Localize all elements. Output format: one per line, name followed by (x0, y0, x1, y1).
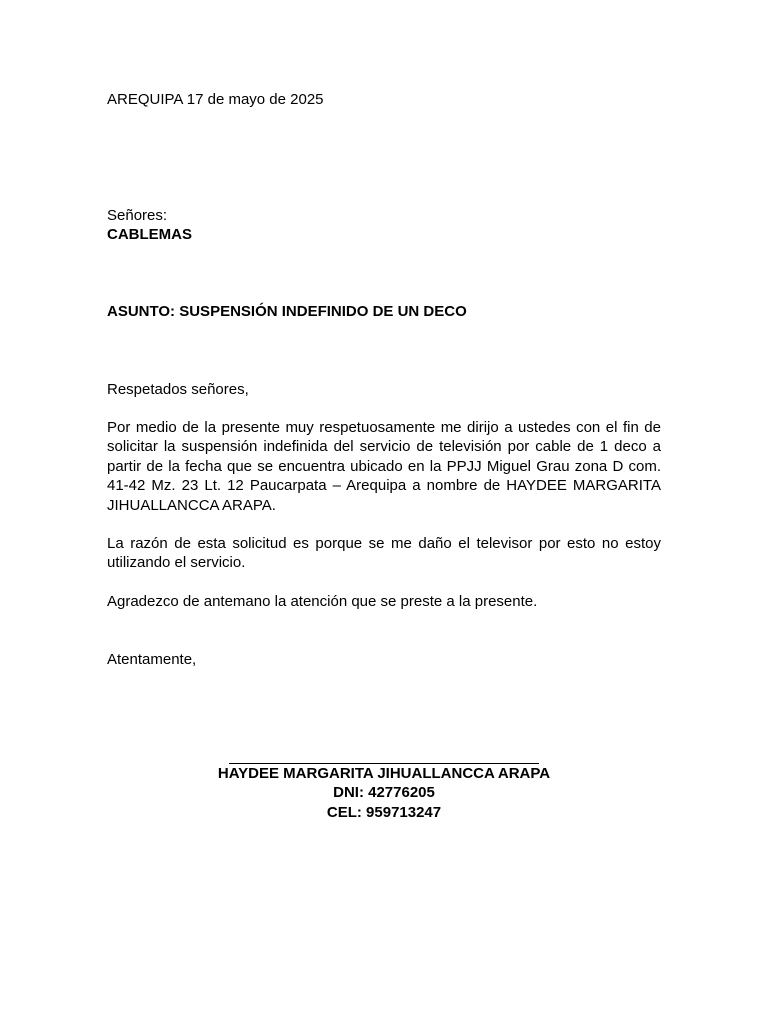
recipient-block (107, 206, 661, 245)
signature-line (229, 747, 539, 764)
recipient-company: CABLEMAS (107, 226, 192, 244)
signer-name: HAYDEE MARGARITA JIHUALLANCCA ARAPA (217, 765, 551, 782)
body-paragraph: Agradezco de antemano la atención que se preste a la presente. (107, 593, 538, 610)
body-paragraph: Por medio de la presente muy respetuosamente me dirijo a ustedes con el fin de solicitar la suspensión indefinida del servicio de televisión por cable de 1 deco a partir de la fecha que se encuentra ubicado en la PPJJ Miguel Grau zona D com. 41-42 Mz. 23 Lt. 12 Paucarpata – Arequipa a nombre de HAYDEE MARGARITA JIHUALLANCCA ARAPA. (107, 419, 661, 514)
subject-line: ASUNTO: SUSPENSIÓN INDEFINIDO DE UN DECO (107, 303, 467, 320)
signature-block (107, 747, 661, 822)
closing: Atentamente, (107, 651, 197, 668)
greeting: Respetados señores, (107, 381, 249, 398)
date-line: AREQUIPA 17 de mayo de 2025 (107, 91, 324, 108)
body-paragraph: La razón de esta solicitud es porque se me daño el televisor por esto no estoy utilizando el servicio. (107, 535, 661, 572)
signer-cel: CEL: 959713247 (326, 803, 442, 821)
recipient-salutation: Señores: (107, 207, 168, 224)
signer-dni: DNI: 42776205 (333, 784, 435, 802)
